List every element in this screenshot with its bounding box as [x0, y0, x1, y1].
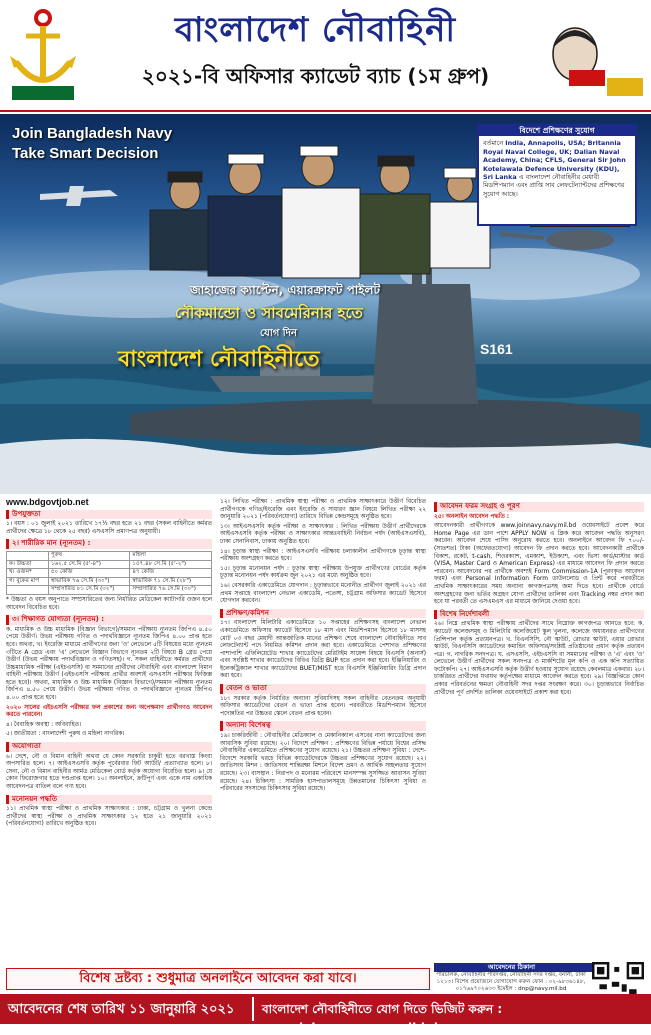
content-columns	[0, 496, 651, 966]
section-special-instructions-heading: বিশেষ নির্দেশাবলী	[434, 610, 644, 620]
table-cell: সম্প্রসারিত ৭৬ সে.মি (৩০")	[130, 586, 212, 595]
table-cell: স্বাভাবিক ৭১ সে.মি (২৮")	[130, 577, 212, 586]
infobox-text-pre: বর্তমানে	[483, 139, 504, 148]
physical-note: * উচ্চতা ও বয়স অনুপাতে সম্প্রসারিতের জন্য নির্ধারিত মেডিকেল ক্যাটাগরি ওজন হলে আবেদন বিবেচিত হবে।	[6, 596, 212, 611]
section-ineligibility-heading: অযোগ্যতা	[6, 742, 212, 752]
footer-divider	[252, 997, 254, 1021]
table-cell: গ। বুকের মাপ	[7, 577, 49, 586]
section-eligibility-heading: উপযুক্ততা	[6, 510, 212, 520]
hero-text-navy: বাংলাদেশ নৌবাহিনীতে	[118, 347, 320, 372]
table-cell: পুরুষ	[48, 551, 130, 560]
contact-box	[434, 960, 644, 990]
header	[0, 0, 651, 112]
hero-tagline	[12, 124, 172, 164]
column-application	[434, 499, 644, 967]
section-education-heading: ৩। শিক্ষাগত যোগ্যতা (ন্যূনতম) :	[6, 615, 212, 625]
table-cell: ১৫৭.৪৮ সে.মি (৫'-২")	[130, 560, 212, 569]
table-cell: মহিলা	[130, 551, 212, 560]
hero-text-join: যোগ দিন	[260, 328, 297, 339]
table-cell: স্বাভাবিক ৭৬ সে.মি (৩০")	[48, 577, 130, 586]
section-apply-heading: আবেদন ফরম সংগ্রহ ও পূরণ	[434, 502, 644, 512]
column-eligibility	[6, 499, 212, 967]
infobox-text-post: এ বাংলাদেশ নৌবাহিনীর মেধাবী মিডশিপম্যান এবং প্রাপ্তি সাব লেফটেন্যান্টদের প্রশিক্ষণের সুযোগ আছে।	[483, 173, 625, 198]
table-cell	[7, 586, 49, 595]
apply-method: ২৫। অনলাইন আবেদন পদ্ধতি :	[434, 513, 510, 520]
academy-joining: ১৬। বেসরকারি একাডেমিতে যোগদান : চূড়ান্তভাবে মনোনীত প্রার্থীগণ জুলাই ২০২১ এর প্রথম সপ্তাহে বাংলাদেশ নেভাল একাডেমি, পতেঙ্গা, চট্টগ্রাম অফিসার ক্যাডেট হিসেবে যোগদান করবেন।	[220, 582, 426, 605]
section-pay-heading: বেতন ও ভাতা	[220, 684, 426, 694]
marital-status: ৪। বৈবাহিক অবস্থা : অবিবাহিত।	[6, 721, 82, 728]
section-physical-heading: ২। শারীরিক মান (ন্যূনতম) :	[6, 539, 212, 549]
infobox-title: বিদেশে প্রশিক্ষণের সুযোগ	[479, 126, 635, 136]
application-deadline: আবেদনের শেষ তারিখ ১১ জানুয়ারি ২০২১	[8, 1002, 235, 1017]
join-navy-link[interactable]: www.joinnavy.navy.mil.bd	[262, 1021, 439, 1035]
tagline-line-1: Join Bangladesh Navy	[12, 125, 173, 142]
table-cell: সম্প্রসারিত ৮১ সে.মি (৩২")	[48, 586, 130, 595]
issb-exam: ১৩। আইএসএসবি কর্তৃক পরীক্ষা ও সাক্ষাৎকার : লিখিত পরীক্ষায় উত্তীর্ণ প্রার্থীদেরকে আইএসএসবি কর্তৃক পরীক্ষা ও সাক্ষাৎকার আন্তঃবাহিনী নির্বাচন পর্ষদ (আইএসএসবি), ঢাকা সেনানিবাস, ঢাকায় অনুষ্ঠিত হবে।	[220, 523, 426, 545]
selection-text: ১১। প্রাথমিক স্বাস্থ্য পরীক্ষা ও প্রাথমিক সাক্ষাৎকার : ঢাকা, চট্টগ্রাম ও খুলনা কেন্দ্রে প্রার্থীদের স্বাস্থ্য পরীক্ষা ও প্রাথমিক সাক্ষাৎকার ১২ হতে ২১ জানুয়ারি ২০২১ (পরিবর্তনযোগ্য) তারিখে অনুষ্ঠিত হবে।	[6, 806, 212, 828]
table-cell	[7, 551, 49, 560]
final-health-check: ১৪। চূড়ান্ত স্বাস্থ্য পরীক্ষা : আইএসএসবি পরীক্ষায় চলাকালীন প্রার্থীগণকে চূড়ান্ত স্বাস্থ্য পরীক্ষায় অংশগ্রহণ করতে হবে।	[220, 548, 426, 563]
table-cell: ৫০ কেজি	[48, 569, 130, 578]
table-cell: ক। উচ্চতা	[7, 560, 49, 569]
section-selection-heading: মনোনয়ন পদ্ধতি	[6, 795, 212, 805]
foreign-training-infobox	[477, 124, 637, 226]
table-row	[7, 577, 212, 586]
page-subtitle: ২০২১-বি অফিসার ক্যাডেট ব্যাচ (১ম গ্রুপ)	[141, 64, 490, 88]
page-title: বাংলাদেশ নৌবাহিনী	[174, 10, 457, 50]
section-benefits-heading: অন্যান্য বিশেষত্ব	[220, 721, 426, 731]
training-text: ১৭। বাংলাদেশ মিলিটারি একাডেমিতে ১০ সপ্তাহের প্রশিক্ষণসহ বাংলাদেশ নেভাল একাডেমিতে অফিসার ক্যাডেট হিসেবে ১৮ মাস এবং মিডশিপম্যান হিসেবে ১৮ মাসসহ মোট ০৩ বছর মেয়াদী আন্তর্জাতিক মানের প্রশিক্ষণ শেষে বাংলাদেশ নৌবাহিনীতে সাব লেফটেন্যান্ট পদে নিয়মিত কমিশন প্রদান করা হবে। একাডেমিতে পেশাগত প্রশিক্ষণের পাশাপাশি এফিলিয়েটেড শাখার ক্যাডেটদের মেরিটাইম সায়েন্স বিষয়ে বিএসসি (অনার্স) এবং সংশ্লিষ্ট শাখার ক্যাডেটদের বিবিএ ডিগ্রি BUP হতে প্রদান করা হবে। ইঞ্জিনিয়ারিং ও ইলেকট্রিক্যাল শাখার ক্যাডেটদের BUET/MIST হতে বিএসসি ইঞ্জিনিয়ারিং ডিগ্রি প্রদান করা হবে।	[220, 620, 426, 680]
special-instructions-text: ২৬। নিম্নে প্রাথমিক স্বাস্থ্য পরীক্ষায় প্রার্থীদের সাথে নিম্নোক্ত কাগজপত্র আনতে হবে: ক. ক্যাডেট কলেজসমূহ ও মিলিটারি কলেজিয়েট স্কুল খুলনা, কলেজে অধ্যয়নরত প্রার্থীগণের প্রিন্সিপাল কর্তৃক প্রত্যয়নপত্র। খ. বিএনসিসি, নৌ স্কাউট, রোভার স্কাউট, এয়ার রোভার স্কাউট, বিএনসিসি ক্যাডেটদের কমান্ডিং অফিসার/সংশ্লিষ্ট প্রতিষ্ঠানের প্রধান কর্তৃক প্রত্যয়ন পত্র। গ. নাগরিক সনদপত্র। ঘ. এসএসসি, এইচএসসি বা সমমানের পরীক্ষা ও 'এ' এবং 'ও' লেভেলে উত্তীর্ণ প্রার্থীদের সকল সনদপত্র ও মার্কশিটের মূল কপি ও এক কপি সত্যায়িত ফটোকপি। ২৭। আইএসএসবি কর্তৃক উত্তীর্ণ হওয়ার সুযোগ রয়েছে কেবলমাত্র একবার। ২৮। চাকরিরত প্রার্থীদের যথাযথ কর্তৃপক্ষের মাধ্যমে আবেদন করতে হবে। ২৯। বিজ্ঞপ্তিতে কোন প্রকার পরিবর্তনের ক্ষমতা নৌবাহিনী সদর দপ্তর সংরক্ষণ করে। ৩০। চূড়ান্তভাবে নির্বাচিত প্রার্থীদের পূর্ণ প্রদর্শিত তালিকা ওয়েবসাইটে প্রকাশ করা হবে।	[434, 621, 644, 696]
contact-heading: আবেদনের ঠিকানা	[434, 963, 644, 972]
physical-standards-table	[6, 551, 212, 595]
mujib-100-logo-icon	[541, 22, 645, 102]
section-training-heading: প্রশিক্ষণ/কমিশন	[220, 609, 426, 619]
age-requirement: ১। বয়স : ০১ জুলাই ২০২১ তারিখে ১৭½ বছর হতে ২১ বছর (সকল বাহিনীতে কর্মরত প্রার্থীদের ক্ষেত্রে ১৮ থেকে ২৫ বছর) এসএসসি প্রমাণপত্র অনুযায়ী।	[6, 521, 212, 535]
navy-logo-icon	[8, 6, 78, 106]
table-header-row	[7, 551, 212, 560]
nationality: ৫। জাতীয়তা : বাংলাদেশী পুরুষ ও মহিলা নাগরিক।	[6, 731, 125, 738]
tagline-line-2: Take Smart Decision	[12, 145, 159, 162]
footer-banner	[0, 994, 651, 1035]
submarine-id-label: S161	[480, 341, 513, 357]
table-cell: ১৬২.৫ সে.মি (৫'-৪")	[48, 560, 130, 569]
final-selection: ১৫। চূড়ান্ত মনোনয়ন পর্ষদ : চূড়ান্ত স্বাস্থ্য পরীক্ষায় উপযুক্ত প্রার্থীগণের বোর্ডের কর্তৃক চূড়ান্ত মনোনয়ন পর্ষদ কার্যক্রম জুন ২০২১ এর মধ্যে অনুষ্ঠিত হবে।	[220, 565, 426, 580]
column-process	[220, 499, 426, 967]
hero-text-captain-pilot: জাহাজের ক্যাপ্টেন, এয়ারক্রাফট পাইলট	[190, 283, 380, 297]
table-row	[7, 560, 212, 569]
hero-text-commando: নৌকমান্ডো ও সাবমেরিনার হতে	[175, 304, 363, 322]
online-only-warning: বিশেষ দ্রষ্টব্য : শুধুমাত্র অনলাইনে আবেদন করা যাবে।	[6, 968, 430, 990]
apply-text: আবেদনকারী প্রার্থীগণকে www.joinnavy.navy.mil.bd ওয়েবসাইটে প্রবেশ করে Home Page এর ডান পাশে APPLY NOW এ ক্লিক করে আবেদন পদ্ধতি অনুসরণ করবেন। আবেদন শেষে পাসিং অনুরোধ করতে হবে। অনলাইনে আবেদন ফি ৭০০/- (সাতশত) টাকা (অফেরতযোগ্য) আবেদন ফি প্রদান করতে হবে। আবেদনকারী প্রার্থীকে বিকাশ, রকেট, t-cash, শিওরক্যাশ, এমক্যাশ, ইউক্যাশ, এবং ভিসা কার্ড/মাস্টার কার্ড (VISA, Master Card ও American Express) এর মাধ্যমে আবেদন ফি প্রদান করতে পারবেন। আবেদনের পর প্রার্থীকে অবশ্যই Form Commission-1A (পূরণকৃত আবেদন ফরম) এবং Personal Information Form ডাউনলোড ও প্রিন্ট করে পরবর্তীতে প্রাথমিক সাক্ষাৎকারের সময় অন্যান্য কাগজপত্রসহ জমা দিতে হবে। প্রার্থীকে বোর্ডে অংশগ্রহণের জন্য ভর্তির অগ্রহণ যোগ্য প্রার্থীদের তালিকা এবং Tracking নম্বর প্রদান করা হবে যা পরবর্তী তে এসএমএস এর মাধ্যমে জানিয়ে দেওয়া হবে।	[434, 523, 644, 606]
written-exam: ১২। লিখিত পরীক্ষা : প্রাথমিক স্বাস্থ্য পরীক্ষা ও প্রাথমিক সাক্ষাৎকারে উত্তীর্ণ বিবেচিত প্রার্থীগণকে গণিত/ইংরেজি এবং ইংরেজি ও সাধারণ জ্ঞান বিষয়ে লিখিত পরীক্ষা ২২ জানুয়ারি ২০২১ (পরিবর্তনযোগ্য) তারিখে বিভিন্ন কেন্দ্রসমূহে অনুষ্ঠিত হবে।	[220, 499, 426, 521]
contact-text: পরিচালক, নৌবাহিনীর পরিদপ্তর, নৌবাহিনী সদর দপ্তর, বনানী, ঢাকা ১২১৩। বিশেষ প্রয়োজনে যোগাযোগ করুন ফোন : ০২-৯৮৩৬১৪৮, ০১৭৬৯৭০২৬৩৩ ইমেইল : dnp@navy.mil.bd	[436, 972, 586, 992]
table-row	[7, 586, 212, 595]
education-requirements: ক. মাধ্যমিক ও উচ্চ মাধ্যমিক (বিজ্ঞান বিভাগে)/সমমান পরীক্ষায় ন্যূনতম জিপিএ ৪.৫০ পেয়ে উত্তীর্ণ। উভয় পরীক্ষায় গণিত ও পদার্থবিজ্ঞানে ন্যূনতম জিপিএ ৪.০০ প্রাপ্ত হতে হবে। অথবা, খ। ইংরেজি মাধ্যমে প্রার্থীগণের জন্য 'ও' লেভেলে ৫টি বিষয়ের মধ্যে ন্যূনতম ৩টিতে A গ্রেড এবং 'এ' লেভেলে বিজ্ঞান বিভাগে ন্যূনতম ২টি বিষয়ে B গ্রেড পেয়ে উত্তীর্ণ (উভয় পরীক্ষায় পদার্থবিজ্ঞান ও গণিতসহ)। গ. সকল বাহিনীতে কর্মরত প্রার্থীদের উচ্চমাধ্যমিক পরীক্ষা (এইচএসসি) বা সমমানের প্রার্থীদের নৌবাহিনী এবং বাংলাদেশ বিমান বাহিনী পরীক্ষায় উত্তীর্ণ (এইচএসসি পরীক্ষায় প্রার্থীর অবশ্যই এসএসসি পরীক্ষার ফিজিক্স হতে হবে)। অথবা, মাধ্যমিক ও উচ্চ মাধ্যমিক (বিজ্ঞান বিভাগে)/সমমান পরীক্ষায় ন্যূনতম জিপিএ ৪.৫০ পেয়ে উত্তীর্ণ। উভয় পরীক্ষায় গণিত ও পদার্থবিজ্ঞানে ন্যূনতম জিপিএ ৪.০০ প্রাপ্ত হতে হবে।	[6, 626, 212, 702]
benefits-text: ১৯। চাকরিজীবী : নৌবাহিনীর মেডিক্যাল ও মেকানিক্যাল এসবের নানা ক্যাডেটদের জন্য আবাসিক সুবিধা রয়েছে। ২০। বিদেশে প্রশিক্ষণ : প্রশিক্ষণের বিভিন্ন পর্যায়ে বিশ্বের প্রসিদ্ধ নৌবাহিনীর একাডেমিতে প্রশিক্ষণের সুযোগ রয়েছে। ২১। উচ্চতর প্রশিক্ষণ সুবিধা : দেশে-বিদেশে সরকারি খরচে বিভিন্ন ক্যাডেটদেরকে উচ্চতর প্রশিক্ষণের সুযোগ রয়েছে। ২২। জাতিসংঘ মিশন : জাতিসংঘ শান্তিরক্ষা মিশনে বিদেশ ভ্রমণ ও আর্থিক সচ্ছলতার সুযোগ রয়েছে। ২৩। বাসস্থান : নিরাপদ ও মনোরম পরিবেশে মানসম্পন্ন সুসজ্জিত আবাসন সুবিধা রয়েছে। ২৪। চিকিৎসা : সামরিক হাসপাতালসমূহে উন্নতমানের চিকিৎসা সুবিধা ও পরিবারের সদস্যদের চিকিৎসার সুবিধা রয়েছে।	[220, 733, 426, 793]
hsc-waiting-note: ২০২০ সালের এইচএসসি পরীক্ষার ফল প্রকাশের জন্য অপেক্ষমাণ প্রার্থীগণও আবেদন করতে পারবেন।	[6, 704, 212, 719]
table-cell: ৪৭ কেজি	[130, 569, 212, 578]
visit-label: বাংলাদেশ নৌবাহিনীতে যোগ দিতে ভিজিট করুন :	[262, 1002, 503, 1016]
pay-text: ১৮। সরকার কর্তৃক নির্ধারিত অন্যান্য সুবিধাদিসহ সকল বাহিনীর বেতনক্রম অনুযায়ী অফিসার ক্যাডেটদের বেতন ও ভাতা প্রাপ্ত হবেন। পরবর্তীতে মিডশিপম্যান হিসেবে পদোন্নতির পর উচ্চতর স্কেলে বেতন প্রাপ্ত হবেন।	[220, 695, 426, 717]
table-row	[7, 569, 212, 578]
ineligibility-text: ৬। দেশে, নৌ ও বিমান বাহিনী অথবা যে কোন সরকারি চাকুরী হতে বরখাস্ত কিংবা অপসারিত হলে। ৭। আইএসএসবি কর্তৃক পূর্বেরবার ফিট আউট/ প্রত্যাখ্যাত হলে। ৮। সেনা, নৌ ও বিমান বাহিনীর আর্মড মেডিকেল বোর্ড কর্তৃক অযোগ্য বিবেচিত হলে। ৯। যে কোন ফিরোজগার হতে দণ্ডপ্রাপ্ত হলে। ১০। অনলাইনে, ক্রটিপূর্ণ এবং একে নাম একাধিক আবেদনপত্র বাতিল বলে গণ্য হবে।	[6, 753, 212, 790]
footer-visit	[262, 1001, 651, 1035]
table-cell: খ। ওজন*	[7, 569, 49, 578]
source-website: www.bdgovtjob.net	[6, 497, 89, 507]
hero-banner	[0, 114, 651, 494]
infobox-countries: India, Annapolis, USA; Britannia Royal Naval College, UK; Dalian Naval Academy, China; CFLS, General Sir John Kotelawala Defence University (KDU), Sri Lanka	[483, 139, 626, 182]
